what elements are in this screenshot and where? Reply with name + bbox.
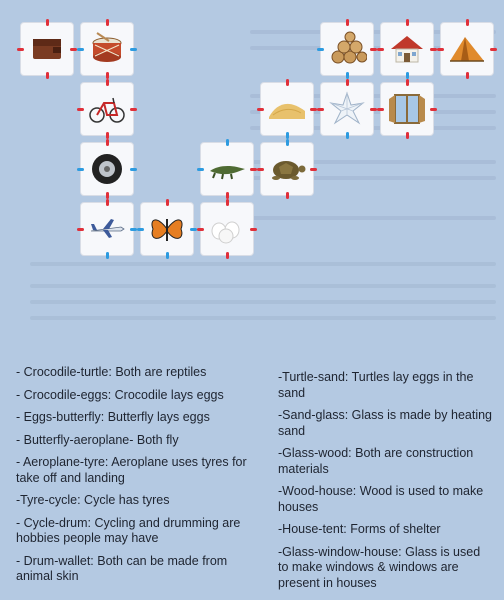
connector-red bbox=[250, 228, 257, 231]
connector-red bbox=[77, 228, 84, 231]
connector-red bbox=[370, 108, 377, 111]
wallet-icon bbox=[27, 29, 67, 69]
tile-glass[interactable] bbox=[320, 82, 374, 136]
connector-red bbox=[370, 48, 377, 51]
connector-red bbox=[317, 108, 324, 111]
list-item: -Glass-wood: Both are construction materials bbox=[278, 446, 474, 476]
connector-blue bbox=[197, 168, 204, 171]
connector-blue bbox=[137, 228, 144, 231]
connector-red bbox=[46, 19, 49, 26]
window-icon bbox=[387, 89, 427, 129]
connector-red bbox=[106, 19, 109, 26]
connector-blue bbox=[226, 139, 229, 146]
connector-red bbox=[437, 48, 444, 51]
connector-red bbox=[70, 48, 77, 51]
bicycle-icon bbox=[87, 89, 127, 129]
connector-blue bbox=[77, 48, 84, 51]
connector-red bbox=[286, 79, 289, 86]
bleed-line bbox=[30, 316, 496, 320]
connector-blue bbox=[77, 168, 84, 171]
connector-red bbox=[406, 19, 409, 26]
list-item: -House-tent: Forms of shelter bbox=[278, 522, 441, 536]
list-item: -Turtle-sand: Turtles lay eggs in the sand bbox=[278, 370, 474, 400]
bleed-line bbox=[30, 284, 496, 288]
connector-red bbox=[430, 48, 437, 51]
tile-eggs[interactable] bbox=[200, 202, 254, 256]
connector-blue bbox=[286, 132, 289, 139]
list-item: - Drum-wallet: Both can be made from animal skin bbox=[16, 553, 228, 583]
tile-wallet[interactable] bbox=[20, 22, 74, 76]
eggs-icon bbox=[207, 209, 247, 249]
tile-bicycle[interactable] bbox=[80, 82, 134, 136]
connector-blue bbox=[406, 72, 409, 79]
connector-red bbox=[377, 108, 384, 111]
tile-turtle[interactable] bbox=[260, 142, 314, 196]
tile-aeroplane[interactable] bbox=[80, 202, 134, 256]
tile-butterfly[interactable] bbox=[140, 202, 194, 256]
connector-red bbox=[250, 168, 257, 171]
connector-blue bbox=[346, 72, 349, 79]
list-item: -Tyre-cycle: Cycle has tyres bbox=[16, 493, 170, 507]
connector-blue bbox=[130, 228, 137, 231]
tyre-icon bbox=[87, 149, 127, 189]
tile-sand[interactable] bbox=[260, 82, 314, 136]
connector-red bbox=[346, 79, 349, 86]
connector-red bbox=[106, 139, 109, 146]
list-item: - Crocodile-eggs: Crocodile lays eggs bbox=[16, 387, 224, 402]
butterfly-icon bbox=[147, 209, 187, 249]
connector-red bbox=[106, 192, 109, 199]
connector-red bbox=[46, 72, 49, 79]
connector-blue bbox=[317, 48, 324, 51]
connector-red bbox=[17, 48, 24, 51]
connector-red bbox=[77, 108, 84, 111]
tent-icon bbox=[447, 29, 487, 69]
connections-list-left bbox=[16, 365, 256, 592]
list-item: - Crocodile-turtle: Both are reptiles bbox=[16, 365, 207, 379]
tile-tent[interactable] bbox=[440, 22, 494, 76]
connector-red bbox=[406, 79, 409, 86]
connector-blue bbox=[190, 228, 197, 231]
list-item: -Wood-house: Wood is used to make houses bbox=[278, 484, 484, 514]
connector-red bbox=[430, 108, 437, 111]
crocodile-icon bbox=[207, 149, 247, 189]
tile-wood-logs[interactable] bbox=[320, 22, 374, 76]
connector-blue bbox=[286, 139, 289, 146]
list-item: - Cycle-drum: Cycling and drumming are hobbies people may have bbox=[16, 515, 241, 545]
tile-crocodile[interactable] bbox=[200, 142, 254, 196]
sand-icon bbox=[267, 89, 307, 129]
connector-red bbox=[106, 72, 109, 79]
connector-red bbox=[226, 199, 229, 206]
connector-red bbox=[257, 168, 264, 171]
connector-red bbox=[226, 192, 229, 199]
connector-blue bbox=[166, 252, 169, 259]
connector-red bbox=[406, 132, 409, 139]
connector-red bbox=[166, 199, 169, 206]
connector-red bbox=[106, 199, 109, 206]
connector-red bbox=[466, 19, 469, 26]
connector-red bbox=[310, 108, 317, 111]
connector-red bbox=[466, 72, 469, 79]
connector-red bbox=[226, 252, 229, 259]
connector-red bbox=[286, 192, 289, 199]
glass-icon bbox=[327, 89, 367, 129]
tile-tyre[interactable] bbox=[80, 142, 134, 196]
wood-logs-icon bbox=[327, 29, 367, 69]
connector-red bbox=[130, 108, 137, 111]
bleed-line bbox=[250, 216, 496, 220]
connector-red bbox=[346, 19, 349, 26]
connector-red bbox=[106, 79, 109, 86]
list-item: -Sand-glass: Glass is made by heating sand bbox=[278, 408, 492, 438]
connections-list-right bbox=[278, 370, 493, 598]
connector-blue bbox=[106, 252, 109, 259]
connector-red bbox=[257, 108, 264, 111]
tile-drum[interactable] bbox=[80, 22, 134, 76]
connector-blue bbox=[346, 132, 349, 139]
connector-red bbox=[106, 132, 109, 139]
list-item: - Butterfly-aeroplane- Both fly bbox=[16, 432, 179, 447]
connector-blue bbox=[130, 168, 137, 171]
tile-window[interactable] bbox=[380, 82, 434, 136]
list-item: - Eggs-butterfly: Butterfly lays eggs bbox=[16, 410, 210, 424]
connector-red bbox=[310, 168, 317, 171]
bleed-line bbox=[30, 300, 496, 304]
house-icon bbox=[387, 29, 427, 69]
connector-blue bbox=[130, 48, 137, 51]
drum-icon bbox=[87, 29, 127, 69]
aeroplane-icon bbox=[87, 209, 127, 249]
connector-red bbox=[197, 228, 204, 231]
bleed-line bbox=[30, 262, 496, 266]
connector-red bbox=[377, 48, 384, 51]
connector-red bbox=[490, 48, 497, 51]
list-item: - Aeroplane-tyre: Aeroplane uses tyres for take off and landing bbox=[16, 455, 247, 485]
tile-house[interactable] bbox=[380, 22, 434, 76]
turtle-icon bbox=[267, 149, 307, 189]
list-item: -Glass-window-house: Glass is used to make windows & windows are present in houses bbox=[278, 544, 481, 590]
